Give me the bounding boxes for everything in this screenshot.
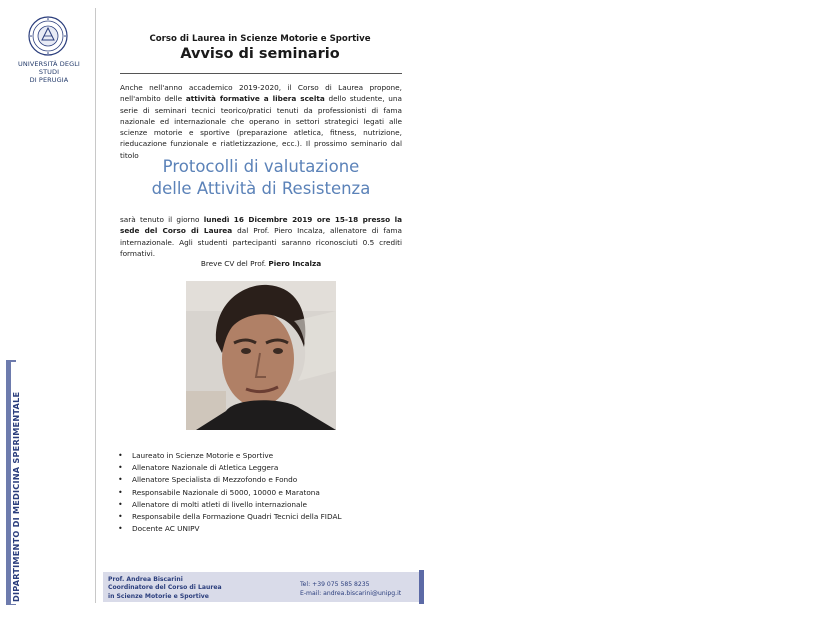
seminar-details xyxy=(120,214,402,259)
footer-contact-name xyxy=(108,576,222,601)
cv-item: • Laureato in Scienze Motorie e Sportive xyxy=(116,450,342,462)
cv-item: • Allenatore Specialista di Mezzofondo e Fondo xyxy=(116,474,342,486)
university-name-line1: UNIVERSITÀ DEGLI STUDI xyxy=(18,60,80,76)
intro-bold: attività formative a libera scelta xyxy=(185,94,325,104)
title-divider xyxy=(120,73,402,74)
footer-contact-info xyxy=(300,580,401,598)
cv-item: • Allenatore Nazionale di Atletica Leggera xyxy=(116,462,342,474)
cv-item: • Responsabile Nazionale di 5000, 10000 e Maratona xyxy=(116,487,342,499)
margin-divider xyxy=(95,8,96,603)
intro-text-1: Anche nell'anno accademico 2019-2020, il Corso di Laurea propone, nell'ambito delle xyxy=(120,83,402,104)
university-seal-logo xyxy=(28,16,68,56)
university-name xyxy=(8,60,90,84)
footer-tel: Tel: +39 075 585 8235 xyxy=(300,581,370,588)
cv-list xyxy=(116,450,342,535)
page-title: Avviso di seminario xyxy=(180,46,340,62)
footer-name: Prof. Andrea Biscarini xyxy=(108,576,183,583)
cv-name: Piero Incalza xyxy=(268,259,322,268)
cv-item: • Allenatore di molti atleti di livello internazionale xyxy=(116,499,342,511)
department-name: DIPARTIMENTO DI MEDICINA SPERIMENTALE xyxy=(11,362,21,604)
date-text-1: sarà tenuto il giorno xyxy=(120,215,204,224)
course-name: Corso di Laurea in Scienze Motorie e Sportive xyxy=(149,34,371,44)
seminar-title xyxy=(120,156,402,200)
seminar-title-line1: Protocolli di valutazione xyxy=(162,157,360,176)
cv-heading xyxy=(120,259,402,268)
footer-email[interactable]: E-mail: andrea.biscarini@unipg.it xyxy=(300,590,402,597)
speaker-portrait-photo xyxy=(186,281,336,430)
seminar-title-line2: delle Attività di Resistenza xyxy=(151,179,371,198)
footer-accent-bar xyxy=(419,570,424,604)
intro-text-2: dello studente, una serie di seminari tecnici teorico/pratici tenuti da professionisti di fama nazionale ed internazionale che operano in settori strategici legati alle scienze motorie e sportive (preparazione atletica, fitness, nutrizione, rieducazione funzionale e riatletizzazione, ecc.). Il prossimo seminario dal titolo xyxy=(120,94,402,160)
cv-label: Breve CV del Prof. xyxy=(200,259,269,268)
intro-paragraph xyxy=(120,82,402,161)
cv-item: • Responsabile della Formazione Quadri Tecnici della FIDAL xyxy=(116,511,342,523)
footer-role-line1: Coordinatore del Corso di Laurea xyxy=(108,584,222,592)
footer-role-line2: in Scienze Motorie e Sportive xyxy=(108,592,209,600)
date-bold: lunedì 16 Dicembre 2019 ore 15-18 presso la sede del Corso di Laurea xyxy=(120,215,402,236)
university-name-line2: DI PERUGIA xyxy=(29,76,69,84)
cv-item: • Docente AC UNIPV xyxy=(116,523,342,535)
date-text-2: dal Prof. Piero Incalza, allenatore di fama internazionale. Agli studenti partecipanti saranno riconosciuti 0.5 crediti formativi. xyxy=(120,226,402,258)
